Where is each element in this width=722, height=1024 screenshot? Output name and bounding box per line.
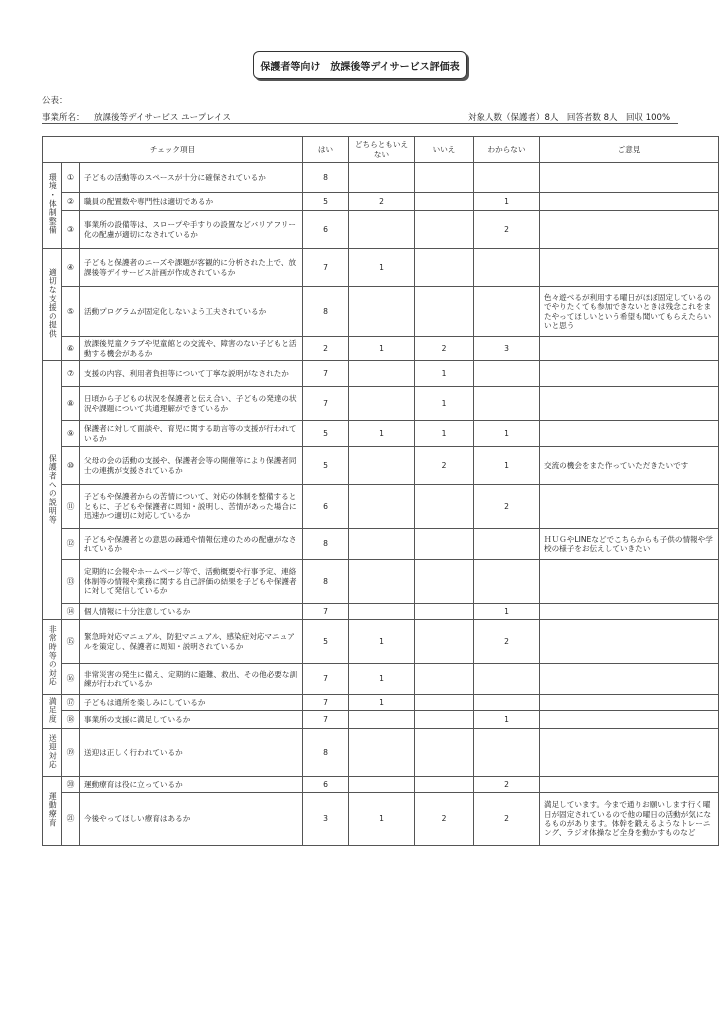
item-number: ⑦ — [62, 361, 80, 387]
count-neither — [349, 529, 415, 560]
opinion-cell: 交流の機会をまた作っていただきたいです — [540, 447, 719, 485]
opinion-cell: 色々遊べるが利用する曜日がほぼ固定しているのでやりたくても参加できないときは残念これをまたやってほしいという希望も聞いてもらえたらいいと思う — [540, 287, 719, 337]
count-neither — [349, 287, 415, 337]
count-neither: 1 — [349, 337, 415, 361]
count-neither — [349, 777, 415, 793]
count-neither: 2 — [349, 193, 415, 211]
count-neither: 1 — [349, 620, 415, 664]
check-item: 子どもの活動等のスペースが十分に確保されているか — [80, 163, 303, 193]
opinion-cell — [540, 387, 719, 421]
count-neither: 1 — [349, 664, 415, 695]
table-row — [43, 529, 719, 560]
item-number: ⑤ — [62, 287, 80, 337]
count-neither — [349, 211, 415, 249]
check-item: 運動療育は役に立っているか — [80, 777, 303, 793]
opinion-cell — [540, 193, 719, 211]
count-yes: 7 — [303, 664, 349, 695]
table-row — [43, 793, 719, 846]
count-neither: 1 — [349, 421, 415, 447]
table-row — [43, 695, 719, 711]
count-yes: 7 — [303, 361, 349, 387]
check-item: 活動プログラムが固定化しないよう工夫されているか — [80, 287, 303, 337]
opinion-cell — [540, 249, 719, 287]
count-unknown — [474, 560, 540, 604]
category-label: 適切な支援の提供 — [48, 268, 58, 339]
count-unknown: 3 — [474, 337, 540, 361]
table-header-row — [43, 137, 719, 163]
count-neither: 1 — [349, 793, 415, 846]
item-number: ⑨ — [62, 421, 80, 447]
check-item: 職員の配置数や専門性は適切であるか — [80, 193, 303, 211]
table-row — [43, 777, 719, 793]
count-no — [415, 711, 474, 729]
table-row — [43, 620, 719, 664]
category-label: 運動療育 — [48, 792, 58, 828]
opinion-cell — [540, 485, 719, 529]
count-neither — [349, 447, 415, 485]
opinion-cell — [540, 211, 719, 249]
opinion-cell — [540, 729, 719, 777]
count-no — [415, 560, 474, 604]
count-no: 2 — [415, 793, 474, 846]
count-yes: 5 — [303, 421, 349, 447]
item-number: ⑧ — [62, 387, 80, 421]
count-yes: 5 — [303, 447, 349, 485]
table-row — [43, 604, 719, 620]
table-row — [43, 485, 719, 529]
item-number: ⑮ — [62, 620, 80, 664]
count-no — [415, 485, 474, 529]
category-label: 送迎対応 — [48, 733, 58, 769]
item-number: ⑫ — [62, 529, 80, 560]
item-number: ② — [62, 193, 80, 211]
check-item: 定期的に会報やホームページ等で、活動概要や行事予定、連絡体制等の情報や業務に関する自己評価の結果を子どもや保護者に対して発信しているか — [80, 560, 303, 604]
item-number: ⑯ — [62, 664, 80, 695]
count-unknown: 1 — [474, 447, 540, 485]
item-number: ④ — [62, 249, 80, 287]
count-unknown: 1 — [474, 711, 540, 729]
count-yes: 7 — [303, 711, 349, 729]
header-opinion: ご意見 — [540, 137, 719, 163]
opinion-cell — [540, 560, 719, 604]
count-unknown — [474, 361, 540, 387]
count-neither — [349, 163, 415, 193]
opinion-cell — [540, 777, 719, 793]
count-no — [415, 695, 474, 711]
item-number: ⑭ — [62, 604, 80, 620]
opinion-cell — [540, 163, 719, 193]
count-yes: 7 — [303, 604, 349, 620]
opinion-cell — [540, 337, 719, 361]
category-cell — [43, 163, 62, 249]
item-number: ⑰ — [62, 695, 80, 711]
count-unknown — [474, 729, 540, 777]
count-unknown: 2 — [474, 793, 540, 846]
count-yes: 8 — [303, 729, 349, 777]
count-no: 2 — [415, 447, 474, 485]
count-no — [415, 604, 474, 620]
count-yes: 6 — [303, 777, 349, 793]
count-no: 1 — [415, 361, 474, 387]
count-yes: 8 — [303, 529, 349, 560]
check-item: 事業所の支援に満足しているか — [80, 711, 303, 729]
count-unknown: 1 — [474, 604, 540, 620]
item-number: ① — [62, 163, 80, 193]
page-title: 保護者等向け 放課後等デイサービス評価表 — [253, 51, 467, 79]
count-yes: 5 — [303, 193, 349, 211]
check-item: 事業所の設備等は、スロープや手すりの設置などバリアフリー化の配慮が適切になされているか — [80, 211, 303, 249]
item-number: ⑲ — [62, 729, 80, 777]
header-rule — [42, 123, 678, 124]
count-no — [415, 249, 474, 287]
table-row — [43, 249, 719, 287]
count-no — [415, 529, 474, 560]
count-no — [415, 287, 474, 337]
count-neither — [349, 387, 415, 421]
count-no — [415, 620, 474, 664]
check-item: 個人情報に十分注意しているか — [80, 604, 303, 620]
category-label: 非常時等の対応 — [48, 624, 58, 687]
check-item: 子どもや保護者からの苦情について、対応の体制を整備するとともに、子どもや保護者に周知・説明し、苦情があった場合に迅速かつ適切に対応しているか — [80, 485, 303, 529]
table-row — [43, 387, 719, 421]
count-no: 1 — [415, 387, 474, 421]
check-item: 放課後児童クラブや児童館との交流や、障害のない子どもと活動する機会があるか — [80, 337, 303, 361]
opinion-cell: 満足しています。今まで通りお願いします行く曜日が固定されているので他の曜日の活動が気になるものがあります。体幹を鍛えるようなトレーニング、ラジオ体操など全身を動かすものなど — [540, 793, 719, 846]
count-unknown: 1 — [474, 421, 540, 447]
opinion-cell — [540, 620, 719, 664]
category-label: 保護者への説明等 — [48, 453, 58, 524]
count-neither — [349, 729, 415, 777]
opinion-cell — [540, 695, 719, 711]
check-item: 子どもや保護者との意思の疎通や情報伝達のための配慮がなされているか — [80, 529, 303, 560]
count-unknown: 2 — [474, 620, 540, 664]
count-unknown: 2 — [474, 485, 540, 529]
count-neither: 1 — [349, 695, 415, 711]
check-item: 送迎は正しく行われているか — [80, 729, 303, 777]
check-item: 父母の会の活動の支援や、保護者会等の開催等により保護者同士の連携が支援されているか — [80, 447, 303, 485]
item-number: ㉑ — [62, 793, 80, 846]
count-neither — [349, 560, 415, 604]
item-number: ⑱ — [62, 711, 80, 729]
count-yes: 6 — [303, 211, 349, 249]
check-item: 子どもは通所を楽しみにしているか — [80, 695, 303, 711]
table-row — [43, 287, 719, 337]
count-yes: 7 — [303, 387, 349, 421]
count-no — [415, 729, 474, 777]
survey-summary: 対象人数（保護者）8人 回答者数 8人 回収 100% — [468, 113, 671, 123]
table-row — [43, 447, 719, 485]
check-item: 今後やってほしい療育はあるか — [80, 793, 303, 846]
category-label: 満足度 — [48, 697, 58, 724]
count-yes: 7 — [303, 249, 349, 287]
category-cell — [43, 729, 62, 777]
count-unknown — [474, 529, 540, 560]
count-unknown — [474, 287, 540, 337]
count-yes: 8 — [303, 560, 349, 604]
opinion-cell — [540, 664, 719, 695]
table-row — [43, 361, 719, 387]
count-unknown — [474, 387, 540, 421]
count-yes: 2 — [303, 337, 349, 361]
table-row — [43, 421, 719, 447]
check-item: 子どもと保護者のニーズや課題が客観的に分析された上で、放課後等デイサービス計画が作成されているか — [80, 249, 303, 287]
check-item: 日頃から子どもの状況を保護者と伝え合い、子どもの発達の状況や課題について共通理解ができているか — [80, 387, 303, 421]
category-label: 環境・体制整備 — [48, 173, 58, 236]
opinion-cell — [540, 711, 719, 729]
count-yes: 3 — [303, 793, 349, 846]
count-unknown — [474, 163, 540, 193]
count-yes: 8 — [303, 163, 349, 193]
opinion-cell — [540, 604, 719, 620]
item-number: ⑬ — [62, 560, 80, 604]
table-row — [43, 560, 719, 604]
count-neither: 1 — [349, 249, 415, 287]
count-unknown: 2 — [474, 211, 540, 249]
item-number: ③ — [62, 211, 80, 249]
count-unknown: 1 — [474, 193, 540, 211]
count-unknown — [474, 695, 540, 711]
table-row — [43, 729, 719, 777]
count-neither — [349, 485, 415, 529]
header-check: チェック項目 — [43, 137, 303, 163]
count-no: 2 — [415, 337, 474, 361]
table-row — [43, 163, 719, 193]
opinion-cell: ＨＵＧやLINEなどでこちらからも子供の情報や学校の様子をお伝えしていきたい — [540, 529, 719, 560]
count-neither — [349, 604, 415, 620]
count-no — [415, 777, 474, 793]
category-cell — [43, 695, 62, 729]
category-cell — [43, 249, 62, 361]
header-neither: どちらともいえない — [349, 137, 415, 163]
category-cell — [43, 620, 62, 695]
publication-label: 公表： — [42, 96, 68, 106]
count-no — [415, 193, 474, 211]
facility-label: 事業所名： — [42, 113, 85, 123]
item-number: ⑪ — [62, 485, 80, 529]
count-no: 1 — [415, 421, 474, 447]
item-number: ⑳ — [62, 777, 80, 793]
header-yes: はい — [303, 137, 349, 163]
count-unknown: 2 — [474, 777, 540, 793]
count-no — [415, 664, 474, 695]
count-unknown — [474, 249, 540, 287]
table-row — [43, 711, 719, 729]
check-item: 非常災害の発生に備え、定期的に避難、救出、その他必要な訓練が行われているか — [80, 664, 303, 695]
opinion-cell — [540, 421, 719, 447]
table-row — [43, 337, 719, 361]
item-number: ⑥ — [62, 337, 80, 361]
count-unknown — [474, 664, 540, 695]
count-no — [415, 211, 474, 249]
evaluation-table — [42, 136, 719, 846]
table-row — [43, 211, 719, 249]
facility-name: 放課後等デイサービス ユープレイス — [94, 113, 231, 123]
opinion-cell — [540, 361, 719, 387]
count-yes: 5 — [303, 620, 349, 664]
check-item: 保護者に対して面談や、育児に関する助言等の支援が行われているか — [80, 421, 303, 447]
count-yes: 8 — [303, 287, 349, 337]
header-no: いいえ — [415, 137, 474, 163]
category-cell — [43, 361, 62, 620]
count-neither — [349, 711, 415, 729]
category-cell — [43, 777, 62, 846]
count-no — [415, 163, 474, 193]
item-number: ⑩ — [62, 447, 80, 485]
count-yes: 6 — [303, 485, 349, 529]
table-row — [43, 193, 719, 211]
count-yes: 7 — [303, 695, 349, 711]
check-item: 緊急時対応マニュアル、防犯マニュアル、感染症対応マニュアルを策定し、保護者に周知・説明されているか — [80, 620, 303, 664]
count-neither — [349, 361, 415, 387]
header-unknown: わからない — [474, 137, 540, 163]
table-row — [43, 664, 719, 695]
check-item: 支援の内容、利用者負担等について丁寧な説明がなされたか — [80, 361, 303, 387]
